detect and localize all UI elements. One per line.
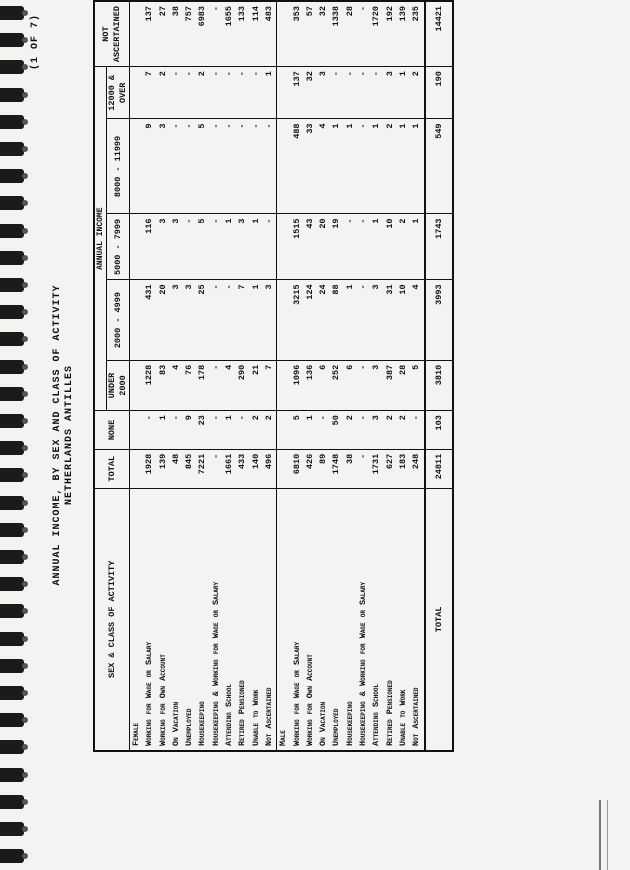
row-label: Housekeeping	[196, 488, 209, 751]
value-cell: 88	[330, 280, 343, 360]
value-cell: 137	[143, 1, 156, 67]
table-row	[250, 1, 263, 751]
table-row	[157, 1, 170, 751]
value-cell: 1	[304, 411, 317, 450]
value-cell: 57	[304, 1, 317, 67]
value-cell: -	[236, 411, 249, 450]
row-label: Not Ascertained	[410, 488, 423, 751]
table-row	[196, 1, 209, 751]
table-row	[210, 1, 223, 751]
value-cell: 1655	[223, 1, 236, 67]
section-label: Male	[277, 488, 291, 751]
row-label: Working for Wage or Salary	[291, 488, 304, 751]
header-activity: SEX & CLASS OF ACTIVITY	[94, 488, 130, 751]
value-cell: 3	[263, 280, 276, 360]
value-cell: 28	[344, 1, 357, 67]
total-value-cell: 3993	[425, 280, 453, 360]
value-cell: 1928	[143, 449, 156, 488]
value-cell: 5	[291, 411, 304, 450]
table-row	[223, 1, 236, 751]
empty-cell	[130, 1, 144, 67]
value-cell: 7221	[196, 449, 209, 488]
value-cell: -	[143, 411, 156, 450]
value-cell: -	[210, 1, 223, 67]
document-subtitle: NETHERLANDS ANTILLES	[64, 364, 75, 506]
row-label: Retired Pensioned	[236, 488, 249, 751]
value-cell: 1	[223, 214, 236, 280]
value-cell: -	[183, 214, 196, 280]
empty-cell	[130, 360, 144, 410]
value-cell: 248	[410, 449, 423, 488]
row-label: Unable to Work	[250, 488, 263, 751]
row-label: Working for Wage or Salary	[143, 488, 156, 751]
value-cell: 3	[384, 67, 397, 119]
value-cell: -	[410, 411, 423, 450]
value-cell: 9	[183, 411, 196, 450]
value-cell: 10	[397, 280, 410, 360]
value-cell: 3	[370, 360, 383, 410]
value-cell: 1	[250, 280, 263, 360]
value-cell: 6	[344, 360, 357, 410]
empty-cell	[277, 214, 291, 280]
header-under-2000: UNDER 2000	[107, 360, 130, 410]
row-label: Housekeeping & Working for Wage or Salary	[357, 488, 370, 751]
value-cell: 27	[157, 1, 170, 67]
table-row	[236, 1, 249, 751]
value-cell: 5	[410, 360, 423, 410]
value-cell: -	[210, 280, 223, 360]
value-cell: 28	[397, 360, 410, 410]
value-cell: 2	[384, 119, 397, 214]
section-header-row	[130, 1, 144, 751]
value-cell: 124	[304, 280, 317, 360]
row-label: Attending School	[223, 488, 236, 751]
value-cell: 139	[157, 449, 170, 488]
value-cell: 76	[183, 360, 196, 410]
value-cell: 3	[157, 119, 170, 214]
row-label: Housekeeping	[344, 488, 357, 751]
value-cell: 10	[384, 214, 397, 280]
value-cell: 2	[263, 411, 276, 450]
table-row	[183, 1, 196, 751]
total-value-cell: 24811	[425, 449, 453, 488]
value-cell: -	[183, 119, 196, 214]
value-cell: 178	[196, 360, 209, 410]
value-cell: 3	[317, 67, 330, 119]
value-cell: -	[236, 67, 249, 119]
value-cell: -	[223, 280, 236, 360]
value-cell: 488	[291, 119, 304, 214]
value-cell: 1338	[330, 1, 343, 67]
value-cell: 3	[170, 214, 183, 280]
row-label: Unable to Work	[397, 488, 410, 751]
row-label: Housekeeping & Working for Wage or Salary	[210, 488, 223, 751]
empty-cell	[277, 411, 291, 450]
value-cell: -	[263, 119, 276, 214]
header-none: NONE	[94, 411, 130, 450]
value-cell: -	[223, 119, 236, 214]
value-cell: 3	[370, 411, 383, 450]
value-cell: 2	[196, 67, 209, 119]
value-cell: 2	[384, 411, 397, 450]
value-cell: 31	[384, 280, 397, 360]
table-row	[357, 1, 370, 751]
value-cell: -	[344, 214, 357, 280]
value-cell: 7	[263, 360, 276, 410]
value-cell: 2	[397, 214, 410, 280]
value-cell: 1	[157, 411, 170, 450]
total-value-cell: 1743	[425, 214, 453, 280]
value-cell: 3	[170, 280, 183, 360]
value-cell: 192	[384, 1, 397, 67]
empty-cell	[130, 214, 144, 280]
value-cell: 116	[143, 214, 156, 280]
table-row	[317, 1, 330, 751]
value-cell: 3	[370, 280, 383, 360]
row-label: Unemployed	[183, 488, 196, 751]
page-number: (1 OF 7)	[30, 13, 41, 70]
value-cell: 9	[143, 119, 156, 214]
value-cell: 353	[291, 1, 304, 67]
row-label: Not Ascertained	[263, 488, 276, 751]
value-cell: 6983	[196, 1, 209, 67]
total-row	[425, 1, 453, 751]
value-cell: 5	[196, 119, 209, 214]
header-5000-7999: 5000 - 7999	[107, 214, 130, 280]
value-cell: 3	[183, 280, 196, 360]
empty-cell	[277, 1, 291, 67]
total-value-cell: 103	[425, 411, 453, 450]
value-cell: 1	[344, 280, 357, 360]
value-cell: -	[223, 67, 236, 119]
empty-cell	[130, 449, 144, 488]
empty-cell	[130, 119, 144, 214]
value-cell: 140	[250, 449, 263, 488]
value-cell: 1	[223, 411, 236, 450]
value-cell: 4	[317, 119, 330, 214]
header-not-ascertained: NOT ASCERTAINED	[94, 1, 130, 67]
value-cell: 3	[157, 214, 170, 280]
value-cell: 252	[330, 360, 343, 410]
value-cell: -	[170, 411, 183, 450]
value-cell: 2	[157, 67, 170, 119]
value-cell: 136	[304, 360, 317, 410]
section-label: Female	[130, 488, 144, 751]
value-cell: -	[170, 119, 183, 214]
header-annual-income: ANNUAL INCOME	[94, 67, 107, 411]
table-row	[291, 1, 304, 751]
table-row	[143, 1, 156, 751]
income-table	[93, 0, 454, 752]
value-cell: 21	[250, 360, 263, 410]
row-label: On Vacation	[170, 488, 183, 751]
row-label: Working for Own Account	[304, 488, 317, 751]
empty-cell	[130, 280, 144, 360]
value-cell: 387	[384, 360, 397, 410]
value-cell: 33	[304, 119, 317, 214]
empty-cell	[277, 119, 291, 214]
value-cell: 114	[250, 1, 263, 67]
value-cell: -	[210, 449, 223, 488]
table-row	[397, 1, 410, 751]
value-cell: -	[357, 280, 370, 360]
header-12000-over: 12000 & OVER	[107, 67, 130, 119]
value-cell: 20	[317, 214, 330, 280]
empty-cell	[130, 411, 144, 450]
row-label: Retired Pensioned	[384, 488, 397, 751]
value-cell: 20	[157, 280, 170, 360]
value-cell: 1	[397, 67, 410, 119]
value-cell: -	[210, 119, 223, 214]
value-cell: 1	[410, 214, 423, 280]
value-cell: 4	[170, 360, 183, 410]
value-cell: 1	[344, 119, 357, 214]
value-cell: 43	[304, 214, 317, 280]
value-cell: 4	[410, 280, 423, 360]
value-cell: 1096	[291, 360, 304, 410]
total-label: TOTAL	[425, 488, 453, 751]
empty-cell	[130, 67, 144, 119]
value-cell: 6810	[291, 449, 304, 488]
value-cell: 7	[143, 67, 156, 119]
value-cell: 1	[397, 119, 410, 214]
value-cell: 50	[330, 411, 343, 450]
value-cell: 845	[183, 449, 196, 488]
table-row	[384, 1, 397, 751]
row-label: On Vacation	[317, 488, 330, 751]
total-value-cell: 14421	[425, 1, 453, 67]
empty-cell	[277, 449, 291, 488]
value-cell: 1748	[330, 449, 343, 488]
row-label: Working for Own Account	[157, 488, 170, 751]
value-cell: -	[236, 119, 249, 214]
table-row	[170, 1, 183, 751]
value-cell: -	[370, 67, 383, 119]
value-cell: -	[357, 1, 370, 67]
value-cell: 183	[397, 449, 410, 488]
value-cell: 23	[196, 411, 209, 450]
value-cell: 48	[170, 449, 183, 488]
table-body	[130, 1, 453, 751]
value-cell: 25	[196, 280, 209, 360]
header-8000-11999: 8000 - 11999	[107, 119, 130, 214]
table-row	[344, 1, 357, 751]
value-cell: -	[357, 214, 370, 280]
value-cell: 19	[330, 214, 343, 280]
table-row	[330, 1, 343, 751]
empty-cell	[277, 360, 291, 410]
value-cell: 426	[304, 449, 317, 488]
value-cell: -	[357, 411, 370, 450]
value-cell: 133	[236, 1, 249, 67]
empty-cell	[277, 67, 291, 119]
value-cell: -	[250, 119, 263, 214]
value-cell: -	[357, 67, 370, 119]
value-cell: 496	[263, 449, 276, 488]
value-cell: 3	[236, 214, 249, 280]
value-cell: -	[210, 411, 223, 450]
value-cell: 1731	[370, 449, 383, 488]
value-cell: 1228	[143, 360, 156, 410]
row-label: Attending School	[370, 488, 383, 751]
value-cell: 1	[250, 214, 263, 280]
value-cell: -	[250, 67, 263, 119]
value-cell: 7	[236, 280, 249, 360]
value-cell: 6	[317, 360, 330, 410]
header-row-top	[94, 1, 107, 751]
value-cell: 137	[291, 67, 304, 119]
value-cell: 3215	[291, 280, 304, 360]
value-cell: 627	[384, 449, 397, 488]
value-cell: 1	[370, 214, 383, 280]
value-cell: -	[357, 360, 370, 410]
table-row	[263, 1, 276, 751]
value-cell: 2	[410, 67, 423, 119]
value-cell: 38	[170, 1, 183, 67]
value-cell: 1	[370, 119, 383, 214]
row-label: Unemployed	[330, 488, 343, 751]
value-cell: 1	[410, 119, 423, 214]
value-cell: 757	[183, 1, 196, 67]
value-cell: 32	[317, 1, 330, 67]
value-cell: 24	[317, 280, 330, 360]
value-cell: 38	[344, 449, 357, 488]
value-cell: 1661	[223, 449, 236, 488]
header-2000-4999: 2000 - 4999	[107, 280, 130, 360]
total-value-cell: 190	[425, 67, 453, 119]
value-cell: -	[210, 67, 223, 119]
value-cell: 89	[317, 449, 330, 488]
value-cell: 5	[196, 214, 209, 280]
value-cell: 2	[344, 411, 357, 450]
value-cell: -	[357, 449, 370, 488]
value-cell: 483	[263, 1, 276, 67]
value-cell: -	[183, 67, 196, 119]
value-cell: 433	[236, 449, 249, 488]
table-row	[370, 1, 383, 751]
value-cell: -	[263, 214, 276, 280]
value-cell: 290	[236, 360, 249, 410]
value-cell: 32	[304, 67, 317, 119]
table-row	[304, 1, 317, 751]
empty-cell	[277, 280, 291, 360]
value-cell: -	[344, 67, 357, 119]
value-cell: -	[170, 67, 183, 119]
value-cell: -	[210, 360, 223, 410]
value-cell: -	[330, 67, 343, 119]
value-cell: 4	[223, 360, 236, 410]
value-cell: 1	[263, 67, 276, 119]
value-cell: 2	[250, 411, 263, 450]
total-value-cell: 3810	[425, 360, 453, 410]
value-cell: 1	[330, 119, 343, 214]
value-cell: -	[357, 119, 370, 214]
value-cell: 2	[397, 411, 410, 450]
value-cell: -	[317, 411, 330, 450]
value-cell: -	[210, 214, 223, 280]
document-title: ANNUAL INCOME, BY SEX AND CLASS OF ACTIVITY	[52, 284, 63, 586]
table-row	[410, 1, 423, 751]
header-total: TOTAL	[94, 449, 130, 488]
value-cell: 1515	[291, 214, 304, 280]
value-cell: 1720	[370, 1, 383, 67]
value-cell: 431	[143, 280, 156, 360]
value-cell: 83	[157, 360, 170, 410]
value-cell: 235	[410, 1, 423, 67]
value-cell: 139	[397, 1, 410, 67]
section-header-row	[277, 1, 291, 751]
total-value-cell: 549	[425, 119, 453, 214]
